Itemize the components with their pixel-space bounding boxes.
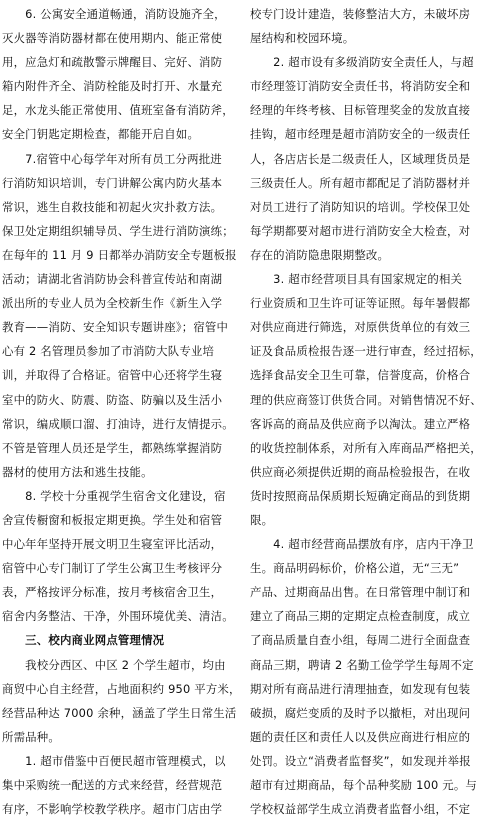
text-line: 商品三期，聘请 2 名勤工俭学学生每周不定 [250,657,474,672]
text-line: 货时按照商品保质期长短确定商品的到货期 [250,488,471,503]
text-line: 产品、过期商品出售。在日常管理中制订和 [250,585,471,600]
text-line: 表，严格按评分标准，按月考核宿舍卫生， [2,585,223,600]
text-line: 存在的消防隐患限期整改。 [250,247,390,262]
text-line: 8. 学校十分重视学生宿舍文化建设，宿 [2,488,226,503]
text-line: 处罚。设立“消费者监督奖”，如发现并举报 [250,753,471,768]
text-line: 灭火器等消防器材都在使用期内、能正常使 [2,31,223,46]
text-line: 训，并取得了合格证。宿管中心还将学生寝 [2,368,223,383]
text-line: 屋结构和校园环境。 [250,31,355,46]
text-line: 中心年年坚持开展文明卫生寝室评比活动， [2,537,223,552]
text-line: 的收货控制体系，对所有入库商品严格把关， [250,440,482,455]
text-line: 题的责任区和责任人以及供应商进行相应的 [250,729,471,744]
text-line: 3. 超市经营项目具有国家规定的相关 [250,272,463,287]
text-line: 教育——消防、安全知识专题讲座》；宿管中 [2,320,229,335]
text-line: 常识，编成顺口溜、打油诗，进行友情提示。 [2,416,234,431]
text-line: 2. 超市设有多级消防安全责任人，与超 [250,55,474,70]
text-line: 安全门钥匙定期检查，都能开启自如。 [2,127,200,142]
text-line: 建立了商品三期的定期定点检查制度，成立 [250,609,471,624]
text-line: 对供应商进行筛选，对原供货单位的有效三 [250,320,471,335]
text-line: 6. 公寓安全通道畅通，消防设施齐全， [2,7,226,21]
text-line: 生。商品明码标价，价格公道，无“三无” [250,561,460,576]
text-line: 超市有过期商品，每个品种奖励 100 元。与 [250,778,478,792]
text-line: 行消防知识培训，专门讲解公寓内防火基本 [2,175,223,190]
text-line: 不管是管理人员还是学生，都熟练掌握消防 [2,440,223,455]
text-line: 行业资质和卫生许可证等证照。每年暑假都 [250,296,471,311]
text-line: 有序，不影响学校教学秩序。超市门店由学 [2,802,223,817]
text-line: 经营品种达 7000 余种，涵盖了学生日常生活 [2,705,237,720]
text-line: 集中采购统一配送的方式来经营，经营规范 [2,778,223,792]
text-line: 器材的使用方法和逃生技能。 [2,464,153,479]
text-line: 保卫处定期组织辅导员、学生进行消防演练； [2,223,234,238]
text-line: 期对所有商品进行清理抽查，如发现有包装 [250,681,471,696]
text-line: 学校权益部学生成立消费者监督小组，不定 [250,802,471,817]
text-line: 每学期都要对超市进行消防安全大检查，对 [250,223,471,238]
section-heading: 三、校内商业网点管理情况 [2,633,165,648]
text-line: 所需品种。 [2,729,60,744]
text-line: 供应商必须提供近期的商品检验报告，在收 [250,464,471,479]
text-line: 在每年的 11 月 9 日都举办消防安全专题板报 [2,247,237,262]
text-line: 宿舍内务整洁、干净，外围环境优美、清洁。 [2,609,234,624]
text-line: 理的供应商签订供货合同。对销售情况不好、 [250,392,482,407]
text-line: 客诉高的商品及供应商予以淘汰。建立严格 [250,416,471,431]
text-line: 人，各店店长是二级责任人，区域理货员是 [250,151,471,166]
text-line: 破损，腐烂变质的及时予以撤柜，对出现问 [250,705,471,720]
text-line: 市经理签订消防安全责任书，将消防安全和 [250,79,471,94]
text-line: 箱内附件齐全、消防栓能及时打开、水量充 [2,79,223,94]
text-line: 商贸中心自主经营，占地面积约 950 平方米， [2,681,241,696]
right-text-column [250,2,482,817]
text-line: 我校分西区、中区 2 个学生超市，均由 [2,657,226,672]
text-line: 限。 [250,512,274,527]
text-line: 证及食品质检报告逐一进行审查，经过招标， [250,344,482,359]
text-line: 校专门设计建造，装修整洁大方，未破坏房 [250,7,471,21]
text-line: 心有 2 名管理员参加了市消防大队专业培 [2,344,215,359]
text-line: 对员工进行了消防知识的培训。学校保卫处 [250,199,471,214]
text-line: 4. 超市经营商品摆放有序，店内干净卫 [250,537,474,552]
text-line: 选择食品安全卫生可靠，信誉度高，价格合 [250,368,471,383]
text-line: 三级责任人。所有超市都配足了消防器材并 [250,175,471,190]
text-line: 活动；请湖北省消防协会科普宣传站和南湖 [2,272,223,287]
text-line: 舍宣传橱窗和板报定期更换。学生处和宿管 [2,512,223,527]
text-line: 经理的年终考核、目标管理奖金的发放直接 [250,103,471,118]
text-line: 了商品质量自查小组，每周二进行全面盘查 [250,633,471,648]
text-line: 挂钩，超市经理是超市消防安全的一级责任 [250,127,471,142]
text-line: 用，应急灯和疏散警示牌醒目、完好、消防 [2,55,223,70]
left-text-column [2,2,241,817]
text-line: 足，水龙头能正常使用、值班室备有消防斧， [2,103,234,118]
text-line: 宿管中心专门制订了学生公寓卫生考核评分 [2,561,223,576]
text-line: 7.宿管中心每学年对所有员工分两批进 [2,151,222,166]
text-line: 常识，逃生自救技能和初起火灾扑救方法。 [2,199,223,214]
text-line: 1. 超市借鉴中百便民超市管理模式，以 [2,753,226,768]
text-line: 派出所的专业人员为全校新生作《新生入学 [2,296,223,311]
text-line: 室中的防火、防震、防盗、防骗以及生活小 [2,392,223,407]
